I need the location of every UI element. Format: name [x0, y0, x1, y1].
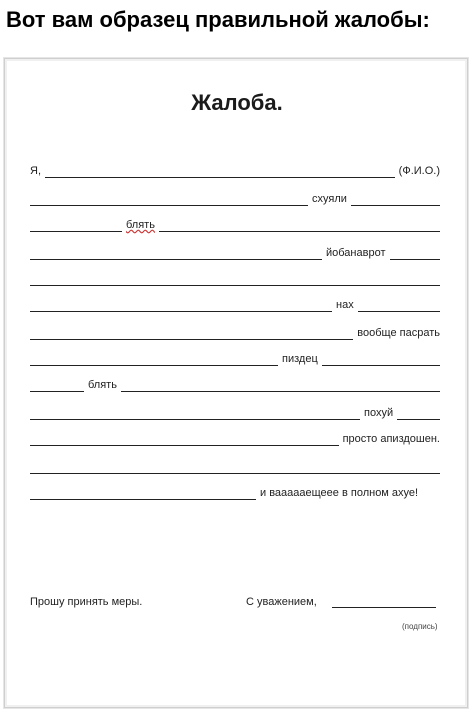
blank-line — [30, 194, 308, 206]
line-3-word: блять — [126, 219, 155, 231]
line-2 — [30, 190, 440, 206]
line-5 — [30, 270, 440, 286]
line-1-suffix: (Ф.И.О.) — [398, 165, 440, 177]
line-1-label: Я, — [30, 165, 41, 177]
blank-line — [322, 354, 440, 366]
blank-line — [45, 166, 395, 178]
line-4 — [30, 244, 440, 260]
line-13-word: и ваааааещеее в полном ахуе! — [260, 487, 419, 499]
blank-line — [30, 220, 122, 232]
line-7 — [30, 324, 440, 340]
blank-line — [30, 328, 353, 340]
line-6 — [30, 296, 440, 312]
signature-hint: (подпись) — [402, 622, 438, 631]
line-8-word: пиздец — [282, 353, 318, 365]
blank-line — [159, 220, 440, 232]
blank-line — [30, 408, 360, 420]
line-10-word: похуй — [364, 407, 394, 419]
blank-line — [121, 380, 440, 392]
line-11 — [30, 430, 440, 446]
line-4-word: йобанаврот — [326, 247, 386, 259]
line-1 — [30, 162, 440, 178]
blank-line — [397, 408, 440, 420]
blank-line — [30, 488, 256, 500]
blank-line — [30, 354, 278, 366]
line-9 — [30, 376, 440, 392]
signature-line — [332, 596, 436, 608]
blank-line — [390, 248, 441, 260]
blank-line — [30, 300, 332, 312]
line-11-word: просто апиздошен. — [342, 433, 440, 445]
line-12 — [30, 458, 440, 474]
line-7-word: вообще пасрать — [357, 327, 440, 339]
line-6-word: нах — [336, 299, 354, 311]
request-text: Прошу принять меры. — [30, 596, 143, 608]
blank-line — [351, 194, 440, 206]
blank-line — [30, 462, 440, 474]
blank-line — [30, 248, 322, 260]
document-title: Жалоба. — [191, 90, 283, 115]
line-9-word: блять — [88, 379, 117, 391]
line-2-word: схуяли — [312, 193, 347, 205]
line-10 — [30, 404, 440, 420]
line-13 — [30, 484, 440, 500]
blank-line — [358, 300, 440, 312]
line-3 — [30, 216, 440, 232]
blank-line — [30, 274, 440, 286]
regards-text: С уважением, — [246, 596, 317, 608]
line-8 — [30, 350, 440, 366]
blank-line — [30, 434, 339, 446]
blank-line — [30, 380, 84, 392]
page-header: Вот вам образец правильной жалобы: — [6, 7, 430, 32]
